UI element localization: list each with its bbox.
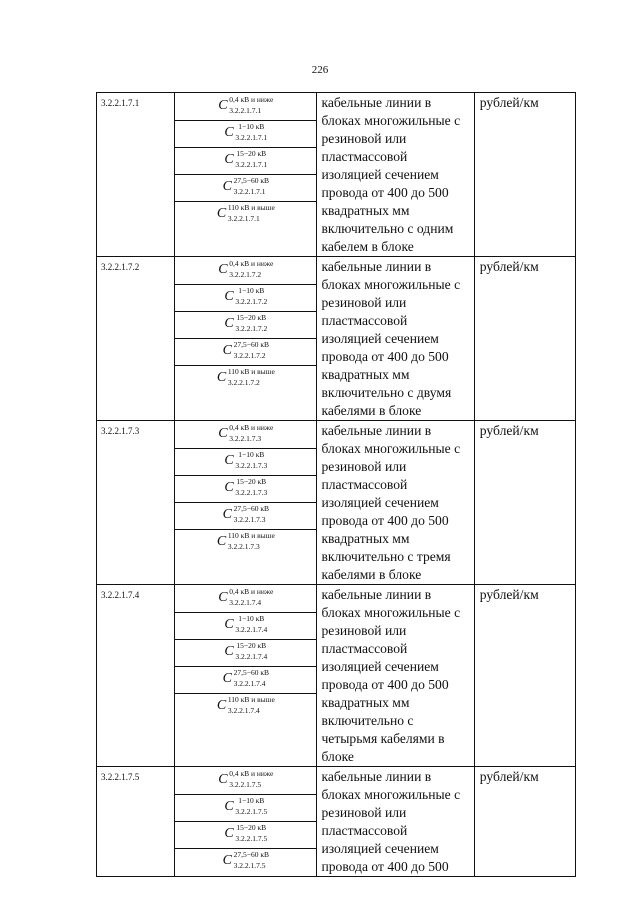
unit-cell: рублей/км bbox=[474, 585, 575, 767]
code-subscript: 3.2.2.1.7.2 bbox=[235, 324, 268, 333]
voltage-symbol bbox=[175, 502, 316, 529]
code-subscript: 3.2.2.1.7.4 bbox=[233, 679, 266, 688]
description-cell bbox=[317, 421, 474, 585]
voltage-superscript: 0,4 кВ и ниже bbox=[229, 258, 274, 268]
formula-letter: C bbox=[216, 370, 227, 385]
table-row bbox=[97, 767, 576, 877]
voltage-superscript: 1−10 кВ bbox=[238, 796, 265, 805]
voltage-symbol bbox=[175, 529, 316, 556]
formula-letter: C bbox=[222, 853, 232, 868]
formula bbox=[218, 588, 273, 610]
voltage-symbol bbox=[175, 585, 316, 612]
code-subscript: 3.2.2.1.7.4 bbox=[227, 706, 260, 715]
code-subscript: 3.2.2.1.7.2 bbox=[227, 378, 260, 387]
voltage-superscript: 110 кВ и выше bbox=[227, 695, 275, 704]
formula bbox=[224, 150, 267, 172]
formula bbox=[224, 615, 267, 637]
unit-cell: рублей/км bbox=[474, 93, 575, 257]
formula bbox=[217, 368, 275, 390]
description-text: кабельные линии в блоках многожильные с резиновой или пластмассовой изоляцией сечением провода от 400 до 500 квадратных мм включительно с двумя кабелями в блоке bbox=[321, 259, 461, 418]
voltage-symbol bbox=[175, 794, 316, 821]
code-subscript: 3.2.2.1.7.1 bbox=[235, 133, 268, 142]
voltage-symbol bbox=[175, 448, 316, 475]
voltage-superscript: 1−10 кВ bbox=[238, 614, 265, 623]
voltage-superscript: 0,4 кВ и ниже bbox=[229, 94, 274, 104]
voltage-symbol bbox=[175, 311, 316, 338]
voltage-symbol bbox=[175, 93, 316, 120]
code-subscript: 3.2.2.1.7.1 bbox=[235, 160, 268, 169]
code-subscript: 3.2.2.1.7.3 bbox=[235, 488, 268, 497]
voltage-superscript: 27,5−60 кВ bbox=[233, 176, 269, 185]
voltage-symbol bbox=[175, 365, 316, 392]
description-text: кабельные линии в блоках многожильные с резиновой или пластмассовой изоляцией сечением провода от 400 до 500 квадратных мм включительно с четырьмя кабелями в блоке bbox=[321, 587, 461, 764]
formula-letter: C bbox=[222, 671, 232, 686]
unit-cell: рублей/км bbox=[474, 767, 575, 877]
code-subscript: 3.2.2.1.7.2 bbox=[235, 297, 268, 306]
formula-letter: C bbox=[224, 125, 234, 140]
formula-letter: C bbox=[218, 97, 228, 113]
table-body bbox=[97, 93, 576, 877]
code-subscript: 3.2.2.1.7.5 bbox=[235, 807, 268, 816]
code-subscript: 3.2.2.1.7.5 bbox=[229, 779, 262, 789]
description-text: кабельные линии в блоках многожильные с резиновой или пластмассовой изоляцией сечением провода от 400 до 500 bbox=[321, 769, 461, 874]
voltage-superscript: 15−20 кВ bbox=[236, 477, 267, 486]
voltage-symbol bbox=[175, 257, 316, 284]
voltage-symbol bbox=[175, 848, 316, 875]
table-row bbox=[97, 421, 576, 585]
description-text: кабельные линии в блоках многожильные с резиновой или пластмассовой изоляцией сечением провода от 400 до 500 квадратных мм включительно с тремя кабелями в блоке bbox=[321, 423, 461, 582]
voltage-superscript: 1−10 кВ bbox=[238, 450, 265, 459]
code-subscript: 3.2.2.1.7.4 bbox=[235, 625, 268, 634]
voltage-superscript: 1−10 кВ bbox=[238, 286, 265, 295]
voltage-symbol bbox=[175, 174, 316, 201]
voltage-superscript: 27,5−60 кВ bbox=[233, 340, 269, 349]
formula bbox=[223, 341, 269, 363]
formula bbox=[217, 532, 275, 554]
voltage-superscript: 15−20 кВ bbox=[236, 149, 267, 158]
formula-letter: C bbox=[224, 644, 234, 659]
voltage-symbol bbox=[175, 421, 316, 448]
voltage-symbol bbox=[175, 284, 316, 311]
code-subscript: 3.2.2.1.7.3 bbox=[233, 515, 266, 524]
code-subscript: 3.2.2.1.7.4 bbox=[235, 652, 268, 661]
code-subscript: 3.2.2.1.7.3 bbox=[235, 461, 268, 470]
description-cell bbox=[317, 585, 474, 767]
formula-letter: C bbox=[218, 589, 228, 605]
voltage-symbol bbox=[175, 201, 316, 228]
voltage-superscript: 15−20 кВ bbox=[236, 313, 267, 322]
voltage-superscript: 15−20 кВ bbox=[236, 641, 267, 650]
formula bbox=[217, 204, 275, 226]
description-cell bbox=[317, 767, 474, 877]
table-row bbox=[97, 257, 576, 421]
row-code: 3.2.2.1.7.1 bbox=[97, 93, 175, 257]
formula bbox=[224, 824, 267, 846]
symbol-cell bbox=[175, 767, 317, 877]
voltage-symbol bbox=[175, 612, 316, 639]
formula-letter: C bbox=[224, 617, 234, 632]
code-subscript: 3.2.2.1.7.1 bbox=[227, 214, 260, 223]
row-code: 3.2.2.1.7.2 bbox=[97, 257, 175, 421]
description-cell bbox=[317, 93, 474, 257]
voltage-symbol bbox=[175, 147, 316, 174]
formula-letter: C bbox=[216, 698, 227, 713]
voltage-symbol bbox=[175, 475, 316, 502]
code-subscript: 3.2.2.1.7.2 bbox=[229, 269, 262, 279]
row-code: 3.2.2.1.7.3 bbox=[97, 421, 175, 585]
formula bbox=[224, 642, 267, 664]
row-code: 3.2.2.1.7.4 bbox=[97, 585, 175, 767]
voltage-superscript: 110 кВ и выше bbox=[227, 531, 275, 540]
voltage-superscript: 15−20 кВ bbox=[236, 823, 267, 832]
formula-letter: C bbox=[222, 507, 232, 522]
voltage-symbol bbox=[175, 693, 316, 720]
formula-letter: C bbox=[218, 261, 228, 277]
formula-letter: C bbox=[224, 799, 234, 814]
code-subscript: 3.2.2.1.7.4 bbox=[229, 597, 262, 607]
voltage-superscript: 1−10 кВ bbox=[238, 122, 265, 131]
formula-letter: C bbox=[224, 826, 234, 841]
voltage-superscript: 0,4 кВ и ниже bbox=[229, 586, 274, 596]
formula bbox=[224, 314, 267, 336]
table-row bbox=[97, 93, 576, 257]
symbol-cell bbox=[175, 257, 317, 421]
code-subscript: 3.2.2.1.7.3 bbox=[227, 542, 260, 551]
code-subscript: 3.2.2.1.7.1 bbox=[233, 187, 266, 196]
formula-letter: C bbox=[224, 289, 234, 304]
voltage-superscript: 110 кВ и выше bbox=[227, 203, 275, 212]
code-subscript: 3.2.2.1.7.5 bbox=[235, 834, 268, 843]
voltage-superscript: 110 кВ и выше bbox=[227, 367, 275, 376]
formula bbox=[223, 177, 269, 199]
code-subscript: 3.2.2.1.7.2 bbox=[233, 351, 266, 360]
formula bbox=[218, 424, 273, 446]
formula-letter: C bbox=[224, 316, 234, 331]
row-code: 3.2.2.1.7.5 bbox=[97, 767, 175, 877]
formula-letter: C bbox=[222, 179, 232, 194]
formula bbox=[223, 851, 269, 873]
voltage-symbol bbox=[175, 666, 316, 693]
symbol-cell bbox=[175, 93, 317, 257]
formula bbox=[223, 669, 269, 691]
unit-cell: рублей/км bbox=[474, 421, 575, 585]
page-number: 226 bbox=[311, 64, 329, 76]
symbol-list bbox=[175, 93, 316, 228]
formula bbox=[224, 123, 267, 145]
formula bbox=[224, 797, 267, 819]
formula-letter: C bbox=[216, 206, 227, 221]
formula-letter: C bbox=[224, 152, 234, 167]
formula bbox=[224, 451, 267, 473]
voltage-superscript: 27,5−60 кВ bbox=[233, 850, 269, 859]
code-subscript: 3.2.2.1.7.5 bbox=[233, 861, 266, 870]
code-subscript: 3.2.2.1.7.3 bbox=[229, 433, 262, 443]
voltage-superscript: 27,5−60 кВ bbox=[233, 668, 269, 677]
symbol-cell bbox=[175, 585, 317, 767]
description-cell bbox=[317, 257, 474, 421]
symbol-list bbox=[175, 767, 316, 875]
voltage-symbol bbox=[175, 120, 316, 147]
formula-letter: C bbox=[218, 425, 228, 441]
formula-letter: C bbox=[218, 771, 228, 787]
tariff-table bbox=[96, 92, 576, 877]
formula bbox=[224, 478, 267, 500]
voltage-symbol bbox=[175, 767, 316, 794]
formula-letter: C bbox=[222, 343, 232, 358]
voltage-superscript: 0,4 кВ и ниже bbox=[229, 768, 274, 778]
voltage-symbol bbox=[175, 639, 316, 666]
formula-letter: C bbox=[216, 534, 227, 549]
symbol-list bbox=[175, 585, 316, 720]
formula bbox=[223, 505, 269, 527]
formula bbox=[218, 96, 273, 118]
formula-letter: C bbox=[224, 480, 234, 495]
voltage-symbol bbox=[175, 821, 316, 848]
voltage-superscript: 27,5−60 кВ bbox=[233, 504, 269, 513]
symbol-list bbox=[175, 421, 316, 556]
formula bbox=[218, 770, 273, 792]
description-text: кабельные линии в блоках многожильные с резиновой или пластмассовой изоляцией сечением провода от 400 до 500 квадратных мм включительно с одним кабелем в блоке bbox=[321, 95, 461, 254]
code-subscript: 3.2.2.1.7.1 bbox=[229, 105, 262, 115]
voltage-symbol bbox=[175, 338, 316, 365]
formula bbox=[224, 287, 267, 309]
voltage-superscript: 0,4 кВ и ниже bbox=[229, 422, 274, 432]
formula-letter: C bbox=[224, 453, 234, 468]
symbol-list bbox=[175, 257, 316, 392]
symbol-cell bbox=[175, 421, 317, 585]
formula bbox=[218, 260, 273, 282]
table-row bbox=[97, 585, 576, 767]
formula bbox=[217, 696, 275, 718]
unit-cell: рублей/км bbox=[474, 257, 575, 421]
